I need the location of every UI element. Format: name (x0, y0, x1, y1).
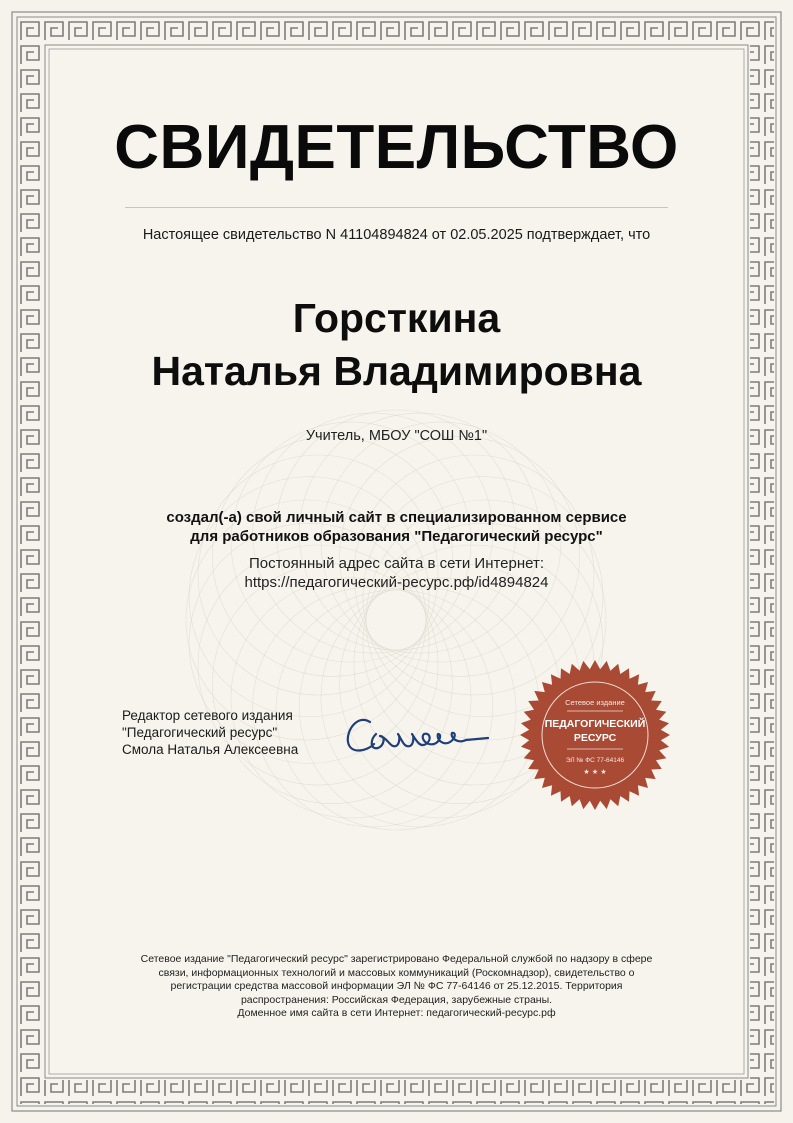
recipient-given-names: Наталья Владимировна (151, 348, 642, 394)
editor-signature (340, 700, 500, 770)
footer-line-3: регистрации средства массовой информации ЭЛ № ФС 77-64146 от 25.12.2015. Территория (170, 980, 623, 993)
seal-stars-icon: ★ ★ ★ (583, 768, 607, 776)
footer-line-4: распространения: Российская Федерация, зарубежные страны. (240, 993, 553, 1006)
editor-publication: "Педагогический ресурс" (122, 725, 278, 740)
footer-line-5: Доменное имя сайта в сети Интернет: педагогический-ресурс.рф (237, 1007, 556, 1020)
seal-top-text: Сетевое издание (565, 698, 625, 707)
site-address-url: https://педагогический-ресурс.рф/id4894824 (244, 574, 549, 591)
certificate-intro: Настоящее свидетельство N 41104894824 от 02.05.2025 подтверждает, что (142, 227, 651, 243)
site-address-label: Постоянный адрес сайта в сети Интернет: (248, 555, 545, 572)
editor-name: Смола Наталья Алексеевна (122, 742, 299, 757)
recipient-position: Учитель, МБОУ "СОШ №1" (305, 428, 488, 444)
title-divider (125, 207, 668, 208)
editor-block (122, 707, 298, 758)
site-address (0, 554, 793, 592)
certificate-title: СВИДЕТЕЛЬСТВО (114, 113, 679, 182)
publication-seal (519, 659, 671, 811)
seal-main-line-1: ПЕДАГОГИЧЕСКИЙ (544, 718, 646, 730)
seal-registration: ЭЛ № ФС 77-64146 (565, 757, 625, 764)
recipient-name (0, 292, 793, 398)
footer-line-1: Сетевое издание "Педагогический ресурс" зарегистрировано Федеральной службой по надзору в сфере (140, 953, 653, 965)
seal-main-line-2: РЕСУРС (573, 732, 617, 744)
registration-footer (110, 953, 683, 1021)
achievement-text (0, 508, 793, 546)
achievement-line-2: для работников образования "Педагогический ресурс" (190, 528, 603, 545)
footer-line-2: связи, информационных технологий и массовых коммуникаций (Роскомнадзор), свидетельство о (158, 966, 635, 979)
achievement-line-1: создал(-а) свой личный сайт в специализированном сервисе (166, 509, 627, 526)
recipient-surname: Горсткина (292, 295, 501, 341)
editor-title: Редактор сетевого издания (122, 708, 293, 723)
